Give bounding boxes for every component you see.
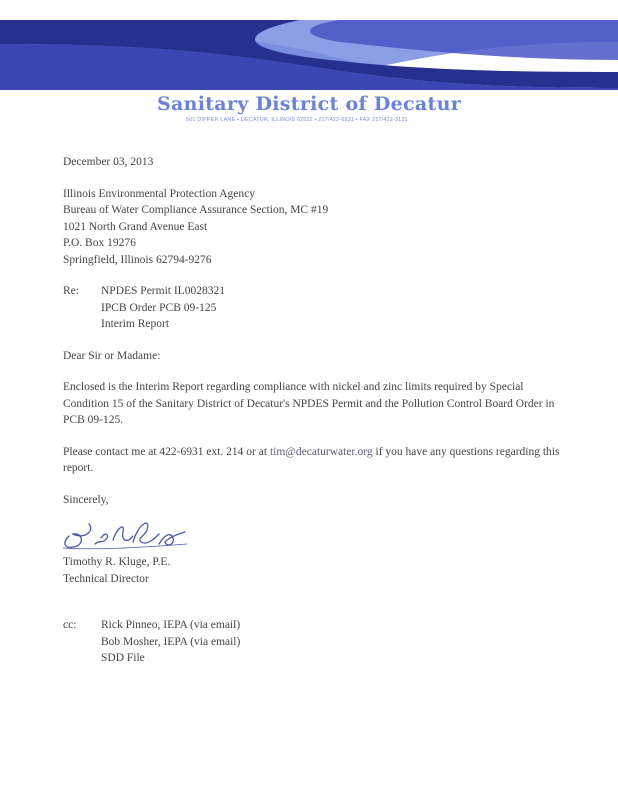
signer-title: Technical Director [63, 572, 149, 585]
cc-label: cc: [63, 619, 77, 631]
closing: Sincerely, [63, 493, 109, 506]
subject-label: Re: [63, 285, 79, 297]
organization-name: Sanitary District of Decatur [156, 93, 462, 115]
email-link[interactable]: tim@decaturwater.org [269, 445, 373, 458]
letter-body [63, 154, 563, 667]
recipient-line: Springfield, Illinois 62794-9276 [63, 253, 212, 266]
recipient-line: Bureau of Water Compliance Assurance Section, MC #19 [63, 204, 329, 216]
subject-line: NPDES Permit IL0028321 [101, 285, 225, 297]
contact-paragraph: Please contact me at 422-6931 ext. 214 or at tim@decaturwater.org if you have any questions regarding this report. [63, 445, 560, 474]
recipient-line: Illinois Environmental Protection Agency [63, 187, 255, 200]
signer-name: Timothy R. Kluge, P.E. [63, 556, 171, 568]
body-paragraph: Enclosed is the Interim Report regarding compliance with nickel and zinc limits required by Special Condition 15 of the Sanitary District of Decatur's NPDES Permit and the Pollution Control Board Order in PCB 09-125. [63, 381, 555, 426]
letterhead-banner [0, 0, 618, 100]
cc-line: Rick Pinneo, IEPA (via email) [101, 619, 241, 631]
cc-line: Bob Mosher, IEPA (via email) [101, 635, 241, 648]
salutation: Dear Sir or Madame: [63, 349, 161, 362]
letter-date: December 03, 2013 [63, 156, 154, 168]
cc-block [63, 617, 563, 667]
handwritten-signature [55, 514, 195, 554]
recipient-line: P.O. Box 19276 [63, 237, 136, 249]
cc-line: SDD File [101, 652, 145, 664]
organization-address: 501 DIPPER LANE • DECATUR, ILLINOIS 62522 • 217/422-6931 • FAX 217/422-3131 [186, 117, 408, 123]
recipient-line: 1021 North Grand Avenue East [63, 220, 208, 233]
subject-block [63, 283, 563, 333]
recipient-address [63, 186, 563, 269]
subject-line: IPCB Order PCB 09-125 [101, 301, 217, 314]
subject-line: Interim Report [101, 318, 170, 330]
